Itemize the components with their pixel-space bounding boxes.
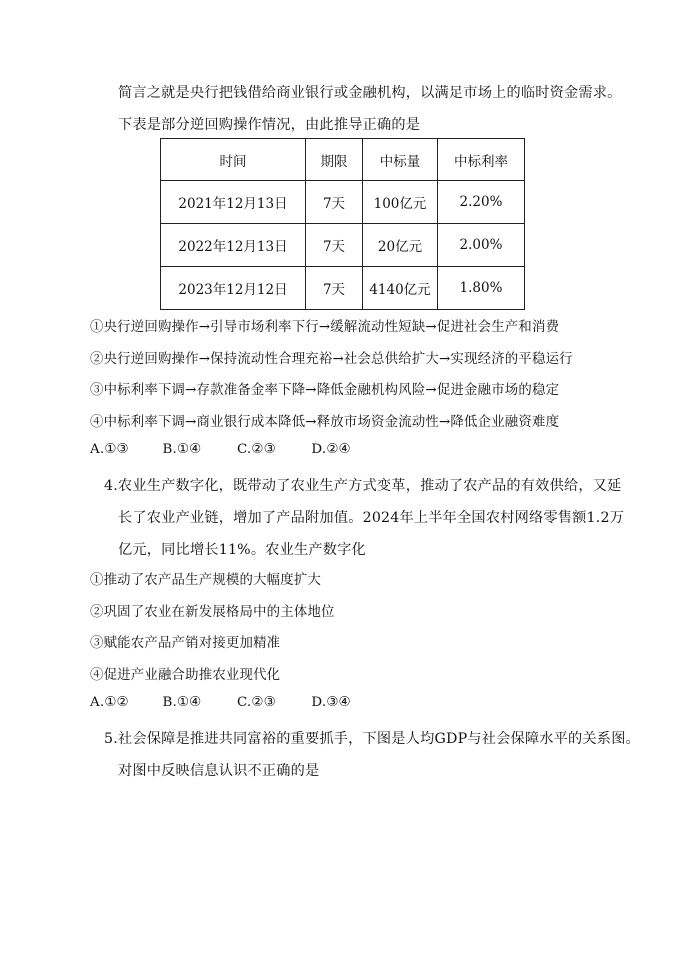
table-header-term: 期限 <box>306 139 363 181</box>
table-cell: 20亿元 <box>363 224 438 267</box>
q4-choice-a[interactable]: A.①② <box>90 695 129 710</box>
q3-choices <box>90 442 351 457</box>
table-cell: 1.80% <box>438 267 525 310</box>
q4-choice-b[interactable]: B.①④ <box>162 695 202 710</box>
q3-option-2: ②央行逆回购操作→保持流动性合理充裕→社会总供给扩大→实现经济的平稳运行 <box>90 352 573 367</box>
table-header-rate: 中标利率 <box>438 139 525 181</box>
table-header-volume: 中标量 <box>363 139 438 181</box>
table-row <box>161 267 525 310</box>
table-cell: 2.20% <box>438 181 525 224</box>
reverse-repo-table <box>160 138 525 310</box>
q4-stem-line-2: 长了农业产业链，增加了产品附加值。2024年上半年全国农村网络零售额1.2万 <box>118 510 625 526</box>
q3-option-1: ①央行逆回购操作→引导市场利率下行→缓解流动性短缺→促进社会生产和消费 <box>90 320 560 335</box>
q4-option-3: ③赋能农产品产销对接更加精准 <box>90 636 281 651</box>
table-cell: 7天 <box>306 181 363 224</box>
q4-stem-line-1: 4.农业生产数字化，既带动了农业生产方式变革，推动了农产品的有效供给，又延 <box>104 478 622 494</box>
q5-stem-line-2: 对图中反映信息认识不正确的是 <box>118 763 320 779</box>
q4-option-2: ②巩固了农业在新发展格局中的主体地位 <box>90 605 335 620</box>
q3-choice-d[interactable]: D.②④ <box>311 442 351 457</box>
q4-option-4: ④促进产业融合助推农业现代化 <box>90 668 281 683</box>
table-header-time: 时间 <box>161 139 306 181</box>
q3-choice-c[interactable]: C.②③ <box>236 442 276 457</box>
q4-choice-d[interactable]: D.③④ <box>311 695 351 710</box>
intro-line-1: 简言之就是央行把钱借给商业银行或金融机构，以满足市场上的临时资金需求。 <box>118 85 622 101</box>
q3-option-3: ③中标利率下调→存款准备金率下降→降低金融机构风险→促进金融市场的稳定 <box>90 383 560 398</box>
table-cell: 2023年12月12日 <box>161 267 306 310</box>
table-cell: 4140亿元 <box>363 267 438 310</box>
intro-line-2: 下表是部分逆回购操作情况，由此推导正确的是 <box>118 117 421 133</box>
table-cell: 2021年12月13日 <box>161 181 306 224</box>
table-cell: 2.00% <box>438 224 525 267</box>
q4-choice-c[interactable]: C.②③ <box>236 695 276 710</box>
table-cell: 100亿元 <box>363 181 438 224</box>
q3-choice-a[interactable]: A.①③ <box>90 442 129 457</box>
table-cell: 7天 <box>306 224 363 267</box>
q5-stem-line-1: 5.社会保障是推进共同富裕的重要抓手，下图是人均GDP与社会保障水平的关系图。 <box>104 731 640 747</box>
table-header-row <box>161 139 525 181</box>
table-row <box>161 181 525 224</box>
q4-stem-line-3: 亿元，同比增长11%。农业生产数字化 <box>118 542 366 558</box>
table-cell: 7天 <box>306 267 363 310</box>
q3-choice-b[interactable]: B.①④ <box>162 442 202 457</box>
q4-option-1: ①推动了农产品生产规模的大幅度扩大 <box>90 573 322 588</box>
q3-option-4: ④中标利率下调→商业银行成本降低→释放市场资金流动性→降低企业融资难度 <box>90 415 560 430</box>
table-row <box>161 224 525 267</box>
q4-choices <box>90 695 351 710</box>
table-cell: 2022年12月13日 <box>161 224 306 267</box>
